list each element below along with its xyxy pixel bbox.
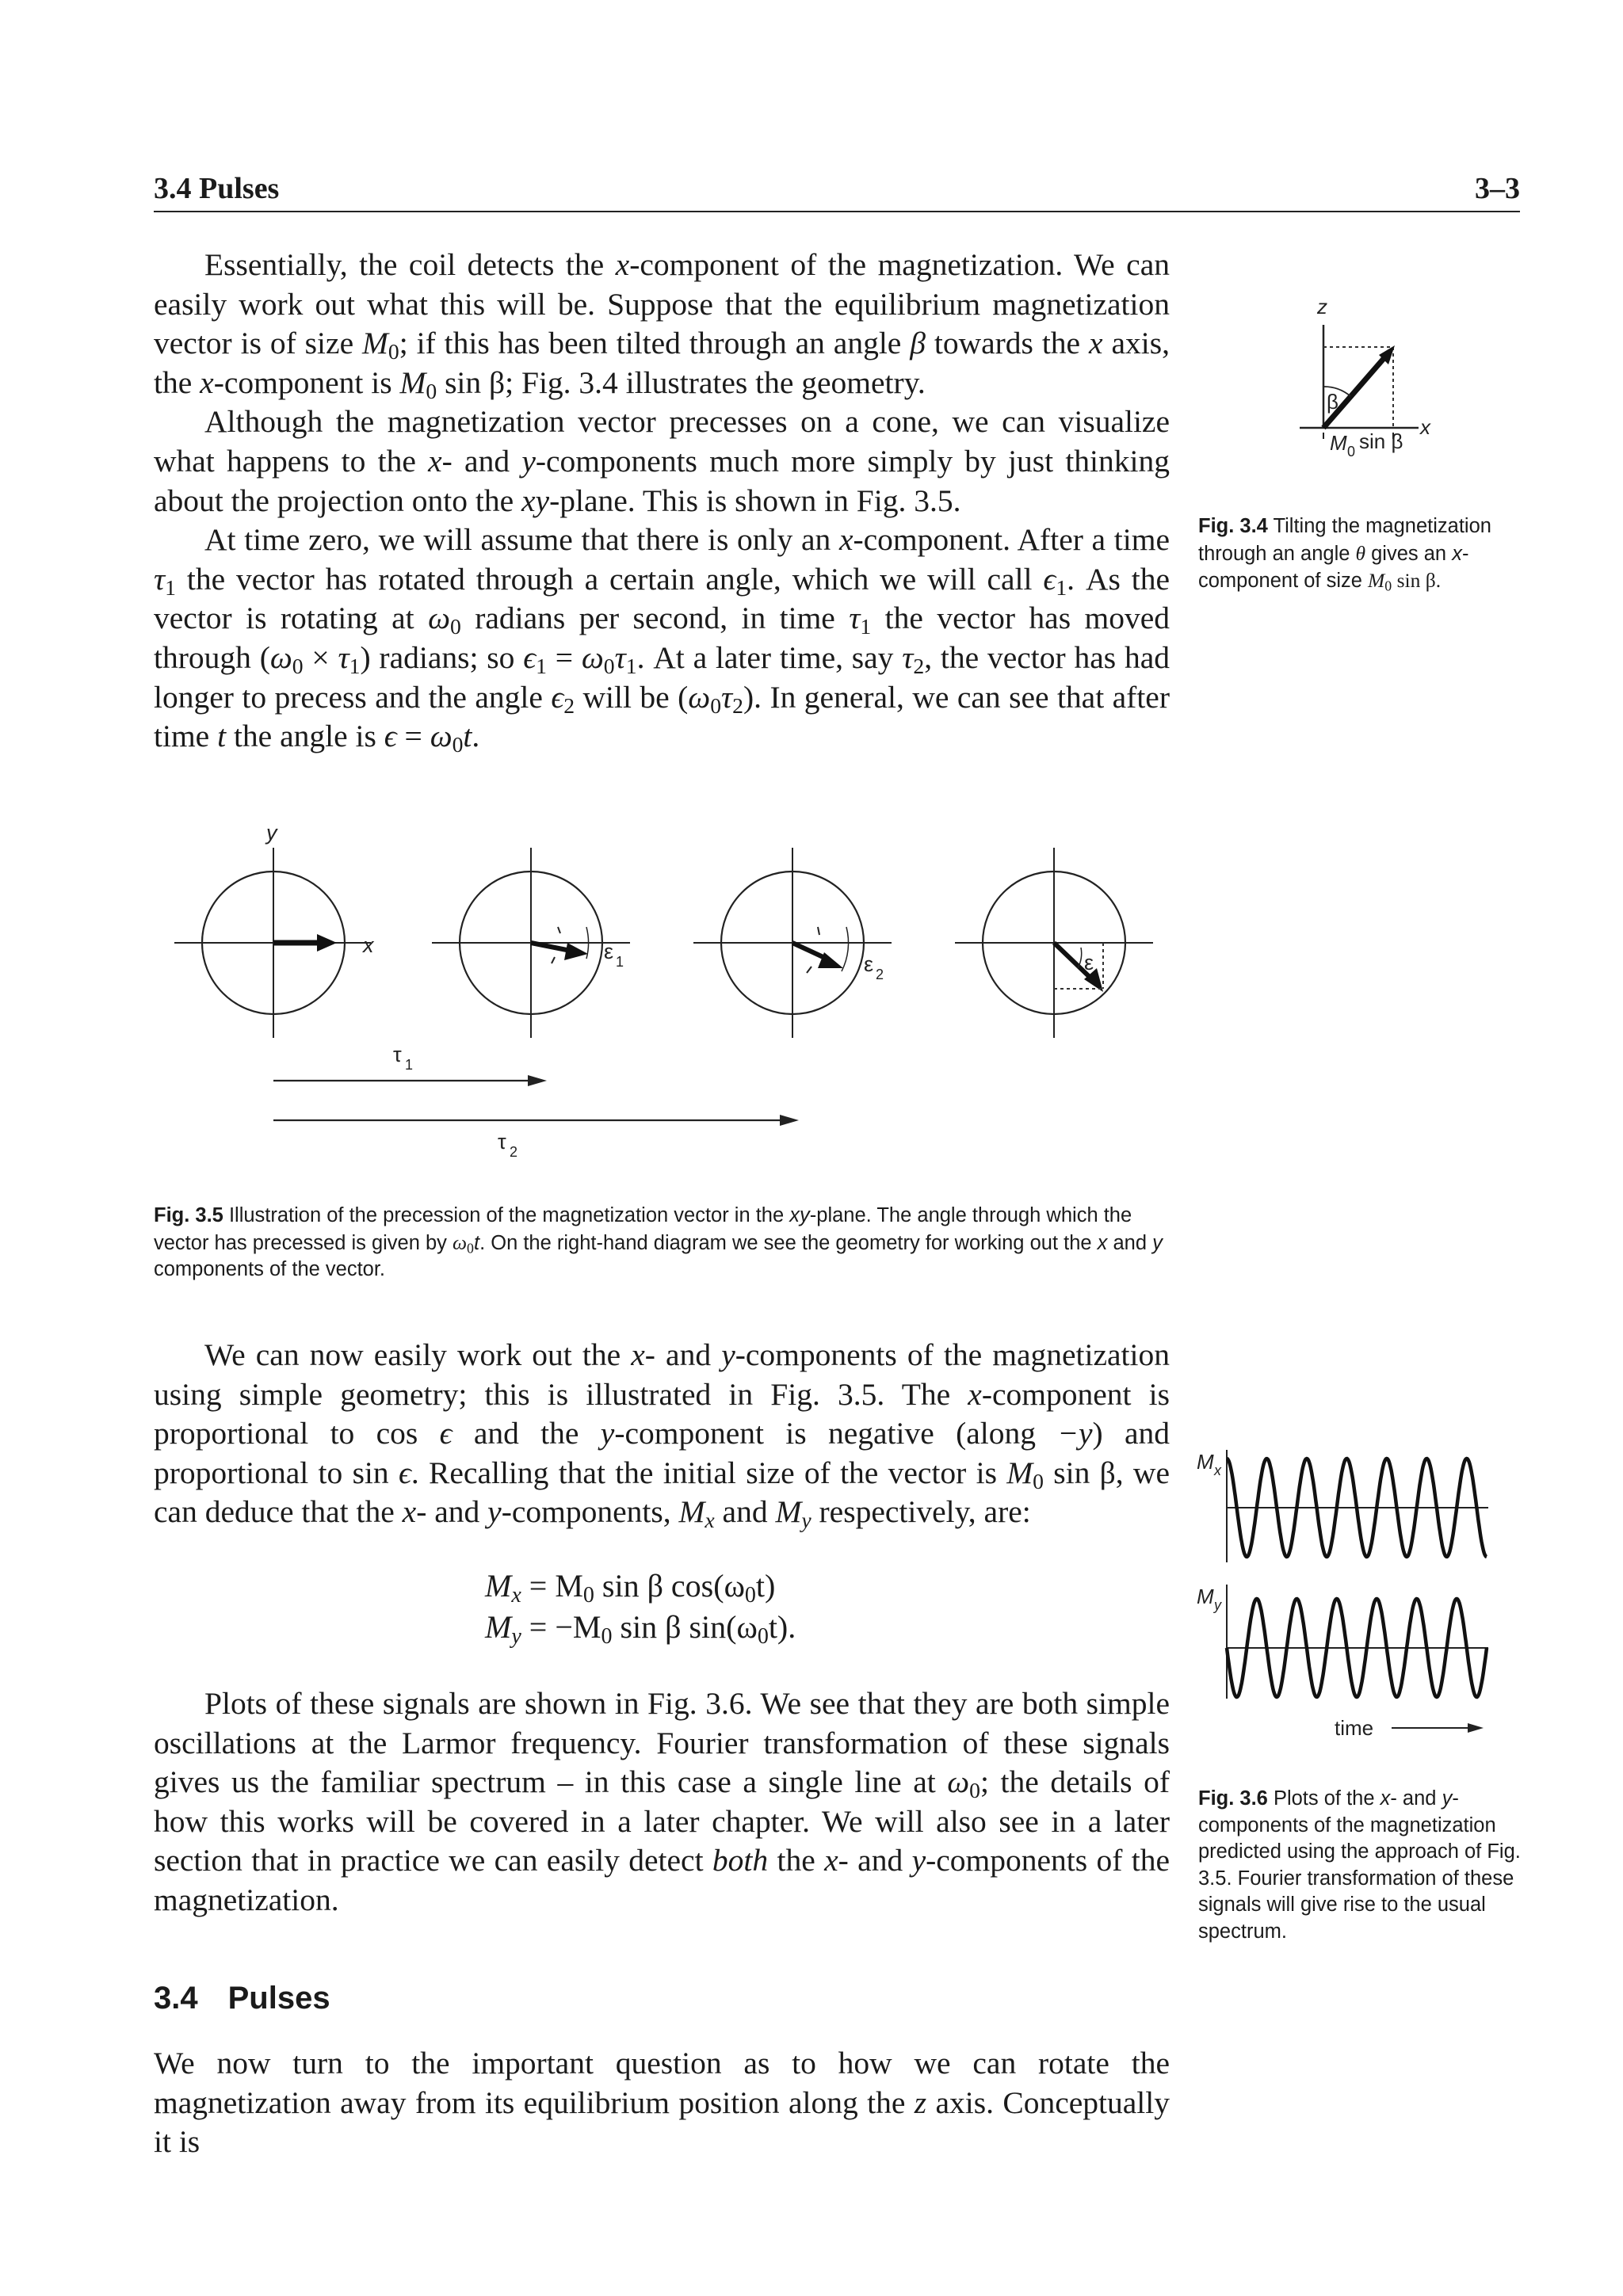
fig35-diagram-2 <box>432 848 630 1038</box>
fig34-m-sub: 0 <box>1347 444 1356 460</box>
caption-fig-3-6: Fig. 3.6 Plots of the x- and y-components of the magnetization predicted using the approach of Fig. 3.5. Fourier transformation of these signals will give rise to the usual spectrum. <box>1198 1787 1521 1943</box>
running-header-section: 3.4 Pulses <box>154 172 280 205</box>
text-block-3 <box>154 2044 1170 2162</box>
equation-mx: $M_x = M_0$ sin β $\cos(\omega_0t)$ <box>485 1568 776 1608</box>
paragraph-4: We can now easily work out the x- and y-components of the magnetization using simple geometry; this is illustrated in Fig. 3.5. The x-component is proportional to cos ϵ and the y-component is negative (along −y) and proportional to sin ϵ. Recalling that the initial size of the vector is $M_0$ sin β, we can deduce that the x- and y-components, $M_x$ and $M_y$ respectively, are: <box>154 1337 1170 1533</box>
text-block-1 <box>154 246 1170 757</box>
figure-3-4 <box>1252 293 1458 467</box>
fig34-sin-label: sin β <box>1359 429 1403 453</box>
header-rule <box>154 211 1520 212</box>
svg-text:x: x <box>1214 1463 1221 1478</box>
fig35-eps-label: ε <box>1084 951 1094 974</box>
text-block-2b <box>154 1684 1170 1920</box>
svg-text:1: 1 <box>405 1057 414 1073</box>
svg-text:2: 2 <box>876 967 884 982</box>
fig35-vector-2 <box>531 943 571 951</box>
fig34-z-label: z <box>1317 295 1327 318</box>
text-block-2 <box>154 1336 1170 1532</box>
fig35-y-label: y <box>266 821 277 845</box>
paragraph-3: At time zero, we will assume that there is only an x-component. After a time $\tau_1$ the vector has rotated through a certain angle, which we will call $\epsilon_1$. As the vector is rotating at $\omega_0$ radians per second, in time $\tau_1$ the vector has moved through $(\omega_0 \times \tau_1)$ radians; so $\epsilon_1 = \omega_0\tau_1$. At a later time, say $\tau_2$, the vector has had longer to precess and the angle $\epsilon_2$ will be $(\omega_0\tau_2)$. In general, we can see that after time t the angle is $\epsilon = \omega_0t$. <box>154 522 1170 757</box>
svg-text:1: 1 <box>616 954 624 970</box>
fig35-diagram-3 <box>693 848 892 1038</box>
fig35-x-label: x <box>363 933 374 957</box>
equation-my: $M_y = -M_0$ sin β $\sin(\omega_0t)$. <box>485 1609 796 1649</box>
fig34-m-label: M <box>1330 431 1347 455</box>
fig35-tau2-label: τ <box>498 1130 506 1154</box>
fig35-diagram-4 <box>955 848 1153 1038</box>
figure-3-6 <box>1189 1426 1490 1759</box>
fig35-eps1-label: ε <box>604 940 614 963</box>
svg-text:2: 2 <box>510 1144 518 1160</box>
figure-3-5 <box>158 816 1181 1165</box>
fig35-tau1-label: τ <box>393 1043 402 1066</box>
fig35-eps2-label: ε <box>864 952 874 976</box>
fig36-time-label: time <box>1335 1716 1374 1740</box>
fig35-diagram-1 <box>174 848 375 1038</box>
paragraph-2: Although the magnetization vector precesses on a cone, we can visualize what happens to the x- and y-components much more simply by just thinking about the projection onto the xy-plane. This is shown in Fig. 3.5. <box>154 404 1170 518</box>
fig34-x-label: x <box>1420 415 1430 439</box>
page-number: 3–3 <box>1475 172 1520 205</box>
section-heading: 3.4 Pulses <box>154 1981 330 2016</box>
fig36-my-label: M <box>1197 1585 1214 1608</box>
caption-fig-3-5: Fig. 3.5 Illustration of the precession of the magnetization vector in the xy-plane. The angle through which the vector has precessed is given by $\omega_0t$. On the right-hand diagram we see the geometry for working out the x and y components of the vector. <box>154 1204 1163 1280</box>
fig36-mx-label: M <box>1197 1450 1214 1474</box>
paragraph-1: Essentially, the coil detects the x-component of the magnetization. We can easily work out what this will be. Suppose that the equilibrium magnetization vector is of size $M_0$; if this has been tilted through an angle β towards the x axis, the x-component is $M_0$ sin β; Fig. 3.4 illustrates the geometry. <box>154 247 1170 403</box>
fig35-vector-3 <box>792 943 827 959</box>
paragraph-5: Plots of these signals are shown in Fig. 3.6. We see that they are both simple oscillations at the Larmor frequency. Fourier transformation of these signals gives us the familiar spectrum – in this case a single line at $\omega_0$; the details of how this works will be covered in a later chapter. We will also see in a later section that in practice we can easily detect both the x- and y-components of the magnetization. <box>154 1686 1170 1917</box>
svg-text:y: y <box>1214 1597 1221 1613</box>
fig34-beta-label: β <box>1327 390 1338 414</box>
caption-fig-3-4: Fig. 3.4 Tilting the magnetization through an angle θ gives an x-component of size $M_0$ sin β. <box>1198 515 1491 594</box>
paragraph-6: We now turn to the important question as to how we can rotate the magnetization away from its equilibrium position along the z axis. Conceptually it is <box>154 2046 1170 2160</box>
